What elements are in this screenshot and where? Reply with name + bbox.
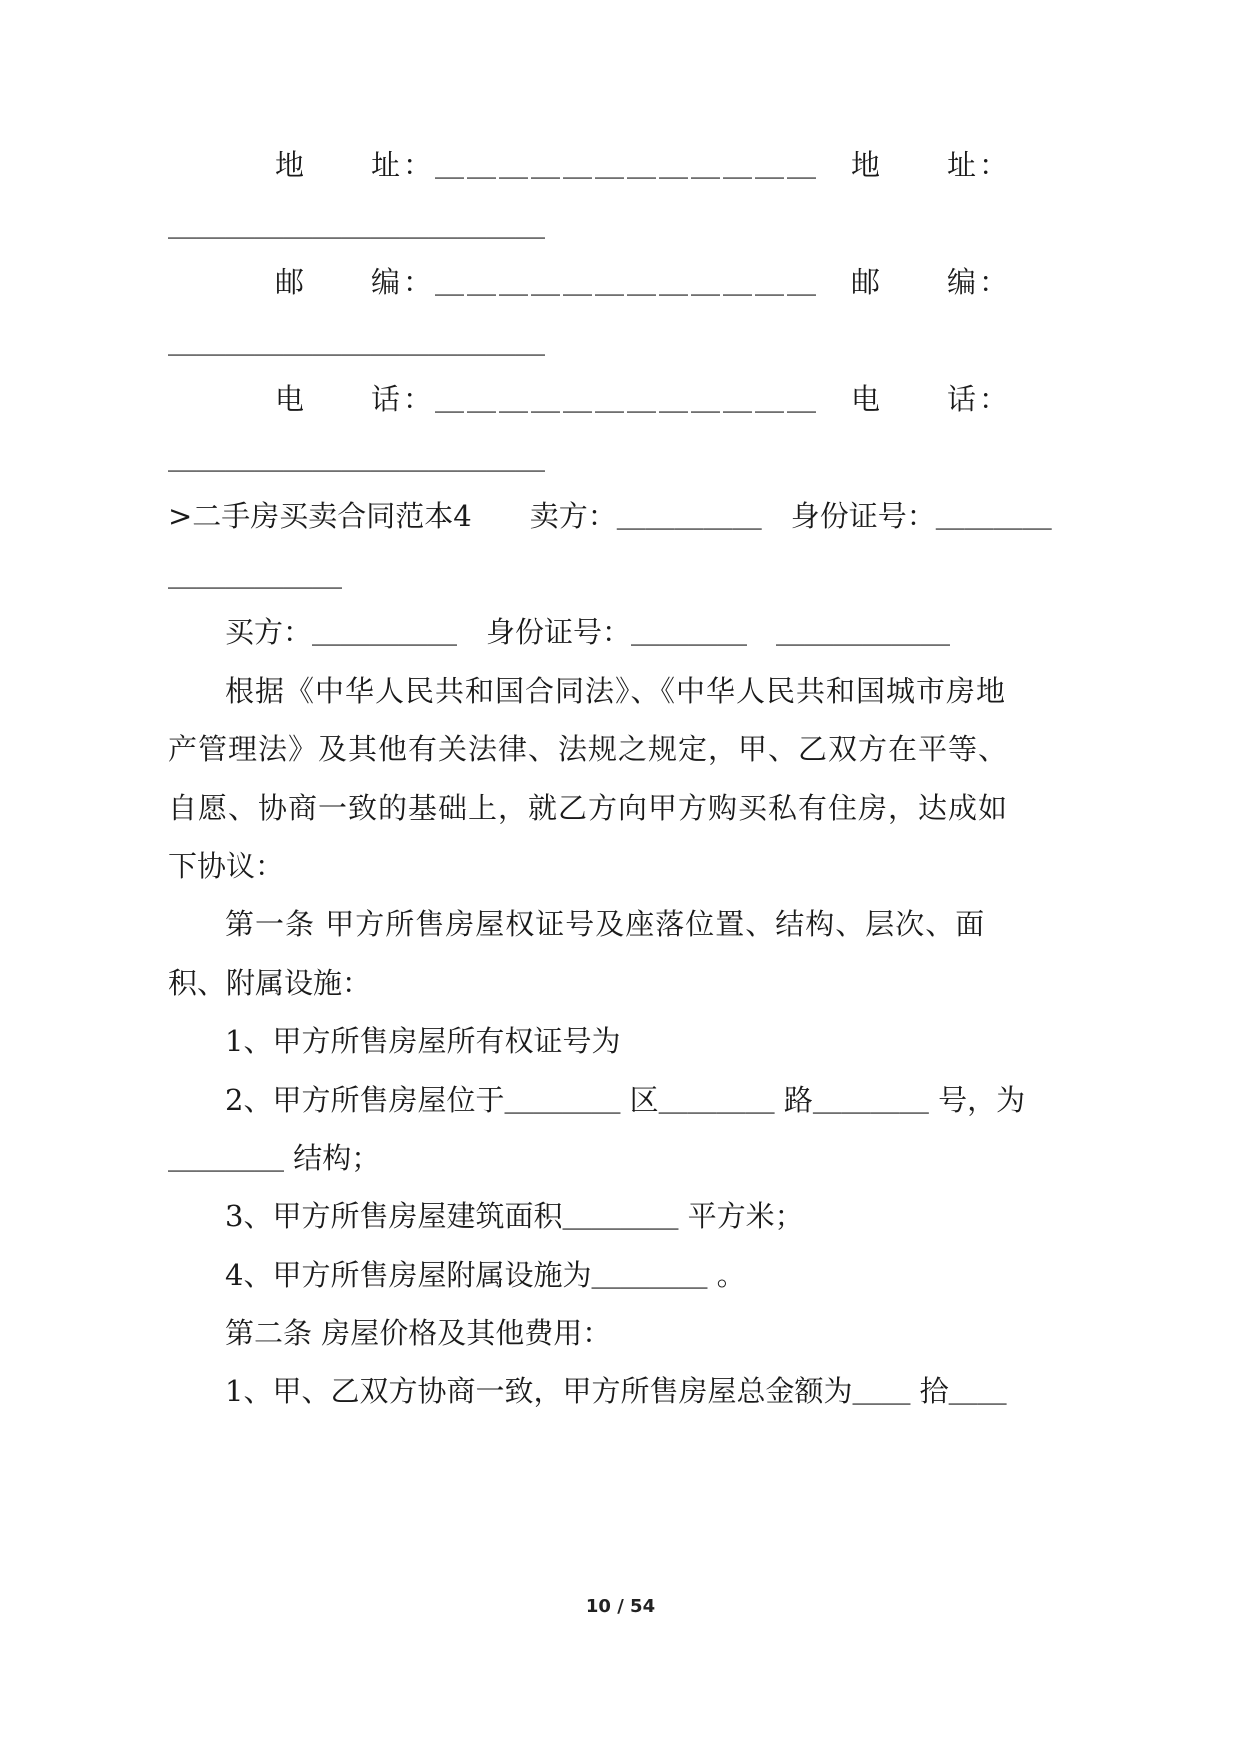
postcode-line: 邮 编：＿＿＿＿＿＿＿＿＿＿＿＿ 邮 编： [275,265,1012,299]
article-1-heading: 第一条 甲方所售房屋权证号及座落位置、结构、层次、面 [225,907,986,941]
preamble-line-2: 产管理法》及其他有关法律、法规之规定，甲、乙双方在平等、 [168,732,1009,766]
buyer-line: 买方：＿＿＿＿＿ 身份证号：＿＿＿＿ ＿＿＿＿＿＿ [225,615,951,649]
clause-1-2: 2、甲方所售房屋位于＿＿＿＿ 区＿＿＿＿ 路＿＿＿＿ 号，为 [225,1083,1026,1117]
postcode-blank: ＿＿＿＿＿＿＿＿＿＿＿＿＿ [168,325,546,359]
seller-id-blank: ＿＿＿＿＿＿ [168,558,343,592]
clause-1-3: 3、甲方所售房屋建筑面积＿＿＿＿ 平方米； [225,1199,804,1233]
address-line: 地 址：＿＿＿＿＿＿＿＿＿＿＿＿ 地 址： [275,148,1012,182]
contract-title-seller-line: >二手房买卖合同范本4 卖方：＿＿＿＿＿ 身份证号：＿＿＿＿ [168,499,1052,533]
preamble-line-1: 根据《中华人民共和国合同法》、《中华人民共和国城市房地 [225,674,1007,708]
preamble-line-4: 下协议： [168,849,285,883]
page-number: 10 / 54 [585,1596,656,1617]
clause-1-2-cont: ＿＿＿＿ 结构； [168,1141,381,1175]
article-2-heading: 第二条 房屋价格及其他费用： [225,1316,612,1350]
clause-2-1: 1、甲、乙双方协商一致，甲方所售房屋总金额为＿＿ 拾＿＿ [225,1374,1007,1408]
phone-line: 电 话：＿＿＿＿＿＿＿＿＿＿＿＿ 电 话： [275,382,1012,416]
preamble-line-3: 自愿、协商一致的基础上，就乙方向甲方购买私有住房，达成如 [168,791,1009,825]
clause-1-4: 4、甲方所售房屋附属设施为＿＿＿＿ 。 [225,1258,746,1292]
address-blank: ＿＿＿＿＿＿＿＿＿＿＿＿＿ [168,208,546,242]
clause-1-1: 1、甲方所售房屋所有权证号为 [225,1024,621,1058]
phone-blank: ＿＿＿＿＿＿＿＿＿＿＿＿＿ [168,441,546,475]
article-1-heading-cont: 积、附属设施： [168,966,372,1000]
